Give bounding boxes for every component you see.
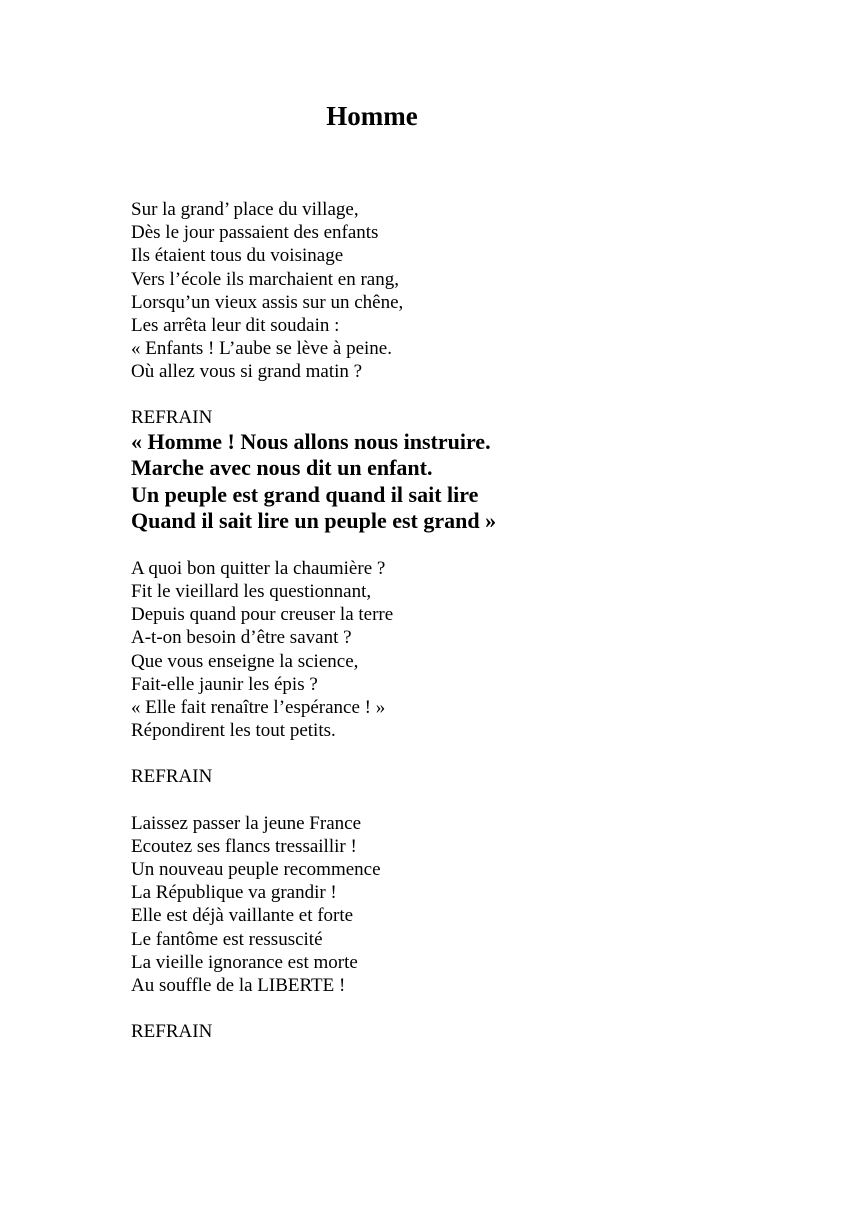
verse-line: Ils étaient tous du voisinage [131, 245, 344, 267]
verse-line: Où allez vous si grand matin ? [131, 361, 363, 383]
refrain [131, 429, 771, 535]
page-title: Homme [326, 101, 418, 131]
verse-line: A quoi bon quitter la chaumière ? [131, 557, 386, 579]
verse-line: Au souffle de la LIBERTE ! [131, 975, 346, 997]
refrain-line: Marche avec nous dit un enfant. [131, 455, 433, 481]
stanza-spacer [131, 535, 771, 557]
verse-line: Le fantôme est ressuscité [131, 928, 323, 950]
verse-line: Que vous enseigne la science, [131, 650, 359, 672]
refrain-line: « Homme ! Nous allons nous instruire. [131, 428, 491, 454]
refrain-line: Quand il sait lire un peuple est grand » [131, 508, 497, 534]
poem [131, 198, 771, 1043]
verse-line: Fit le vieillard les questionnant, [131, 581, 372, 603]
refrain-label: REFRAIN [131, 766, 213, 788]
verse-line: Dès le jour passaient des enfants [131, 222, 379, 244]
stanza-spacer [131, 384, 771, 406]
verse-line: La République va grandir ! [131, 882, 337, 904]
verse-line: Lorsqu’un vieux assis sur un chêne, [131, 291, 404, 313]
verse-line: Laissez passer la jeune France [131, 812, 362, 834]
stanza-spacer [131, 742, 771, 765]
verse-line: Les arrêta leur dit soudain : [131, 315, 340, 337]
stanza-2 [131, 557, 771, 743]
verse-line: A-t-on besoin d’être savant ? [131, 627, 352, 649]
stanza-3 [131, 812, 771, 998]
refrain-label: REFRAIN [131, 1021, 213, 1043]
verse-line: Ecoutez ses flancs tressaillir ! [131, 835, 357, 857]
verse-line: Fait-elle jaunir les épis ? [131, 673, 318, 695]
verse-line: « Elle fait renaître l’espérance ! » [131, 697, 386, 719]
verse-line: « Enfants ! L’aube se lève à peine. [131, 338, 392, 360]
verse-line: Vers l’école ils marchaient en rang, [131, 268, 399, 290]
stanza-spacer [131, 789, 771, 812]
verse-line: Depuis quand pour creuser la terre [131, 604, 394, 626]
verse-line: La vieille ignorance est morte [131, 951, 358, 973]
stanza-1 [131, 198, 771, 384]
verse-line: Elle est déjà vaillante et forte [131, 905, 354, 927]
verse-line: Sur la grand’ place du village, [131, 199, 359, 220]
stanza-spacer [131, 997, 771, 1020]
refrain-label: REFRAIN [131, 406, 213, 428]
refrain-line: Un peuple est grand quand il sait lire [131, 481, 479, 507]
verse-line: Un nouveau peuple recommence [131, 859, 381, 881]
verse-line: Répondirent les tout petits. [131, 720, 336, 742]
